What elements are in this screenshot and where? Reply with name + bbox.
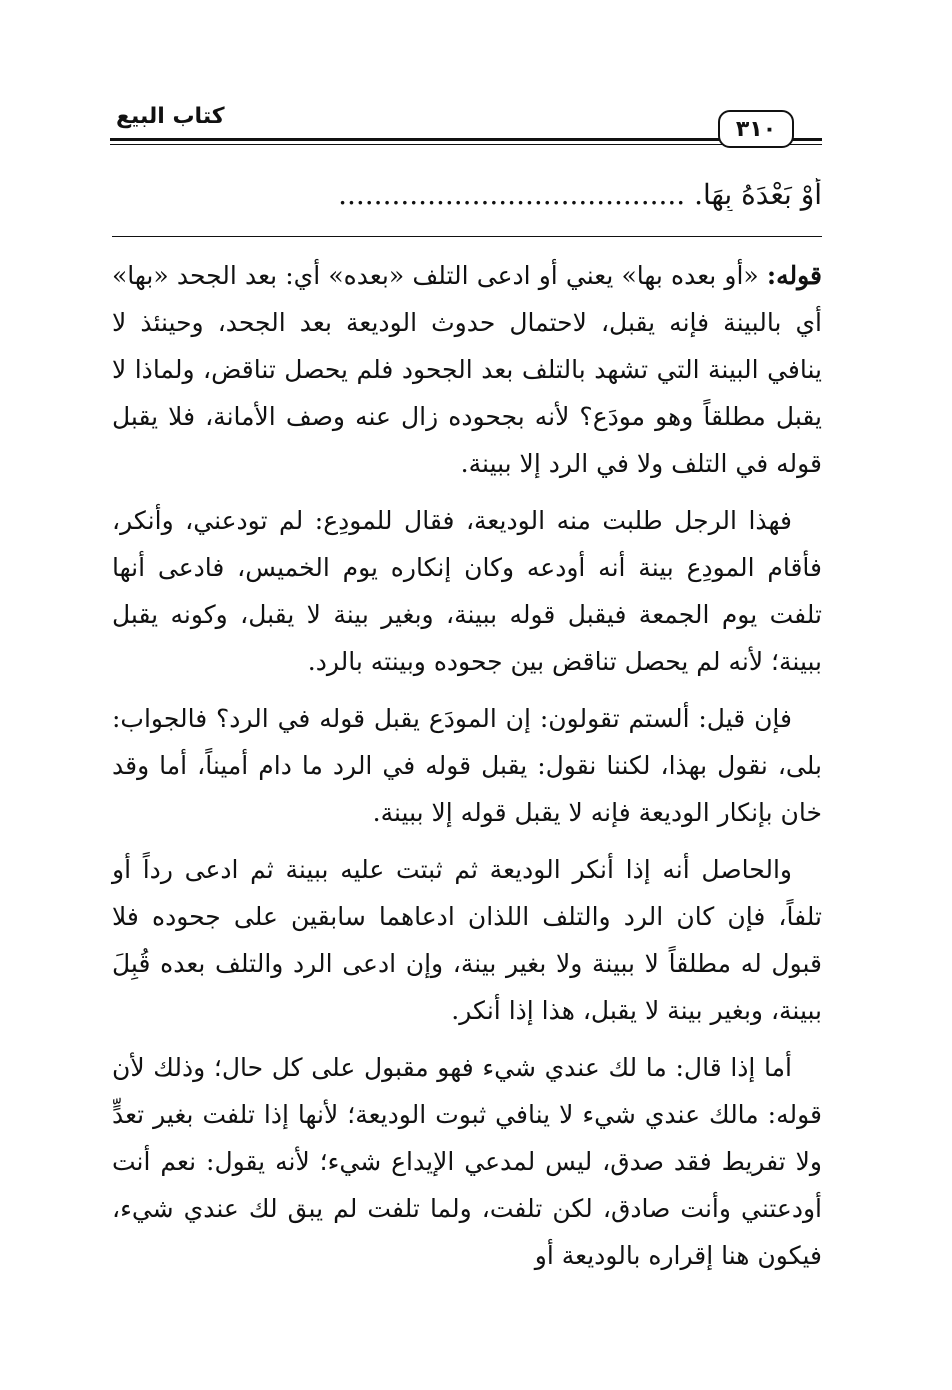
paragraph: [112, 1044, 822, 1279]
matn-text: أَوْ بَعْدَهُ بِهَا. .......................................: [338, 178, 822, 211]
page-header: [110, 104, 822, 152]
paragraph: [112, 846, 822, 1034]
paragraph-text: والحاصل أنه إذا أنكر الوديعة ثم ثبتت عليه ببينة ثم ادعى رداً أو تلفاً، فإن كان الرد والتلف اللذان ادعاهما سابقين على جحوده فلا قبول له مطلقاً لا ببينة ولا بغير بينة، وإن ادعى الرد والتلف بعده قُبِلَ ببينة، وبغير بينة لا يقبل، هذا إذا أنكر.: [112, 855, 823, 1025]
page-number: ٣١٠: [718, 110, 794, 148]
qawluh-lead: قوله:: [766, 261, 822, 290]
running-title: كتاب البيع: [116, 104, 225, 129]
paragraph: [112, 695, 822, 836]
paragraph-text: فإن قيل: ألستم تقولون: إن المودَع يقبل قوله في الرد؟ فالجواب: بلى، نقول بهذا، لكننا نقول: يقبل قوله في الرد ما دام أميناً، أما وقد خان بإنكار الوديعة فإنه لا يقبل قوله إلا ببينة.: [112, 704, 822, 827]
paragraph-text: «أو بعده بها» يعني أو ادعى التلف «بعده» أي: بعد الجحد «بها» أي بالبينة فإنه يقبل، لاحتمال حدوث الوديعة بعد الجحد، وحينئذ لا ينافي البينة التي تشهد بالتلف بعد الجحود فلم يحصل تناقض، ولماذا لا يقبل مطلقاً وهو مودَع؟ لأنه بجحوده زال عنه وصف الأمانة، فلا يقبل قوله في التلف ولا في الرد إلا ببينة.: [112, 261, 822, 478]
paragraph: [112, 252, 822, 487]
paragraph: [112, 497, 822, 685]
header-rule-thin: [110, 144, 822, 145]
paragraph-text: فهذا الرجل طلبت منه الوديعة، فقال للمودِع: لم تودعني، وأنكر، فأقام المودِع بينة أنه أودعه وكان إنكاره يوم الخميس، فادعى أنها تلفت يوم الجمعة فيقبل قوله ببينة، وبغير بينة لا يقبل، وكونه يقبل ببينة؛ لأنه لم يحصل تناقض بين جحوده وبينته بالرد.: [112, 506, 822, 676]
commentary-text: [112, 252, 822, 1362]
header-rule-thick: [110, 138, 822, 141]
matn-divider: [112, 236, 822, 237]
paragraph-text: أما إذا قال: ما لك عندي شيء فهو مقبول على كل حال؛ وذلك لأن قوله: مالك عندي شيء لا ينافي ثبوت الوديعة؛ لأنها إذا تلفت بغير تعدٍّ ولا تفريط فقد صدق، ليس لمدعي الإيداع شيء؛ لأنه يقول: نعم أنت أودعتني وأنت صادق، لكن تلفت، ولما تلفت لم يبق لك عندي شيء، فيكون هنا إقراره بالوديعة أو: [112, 1053, 822, 1270]
